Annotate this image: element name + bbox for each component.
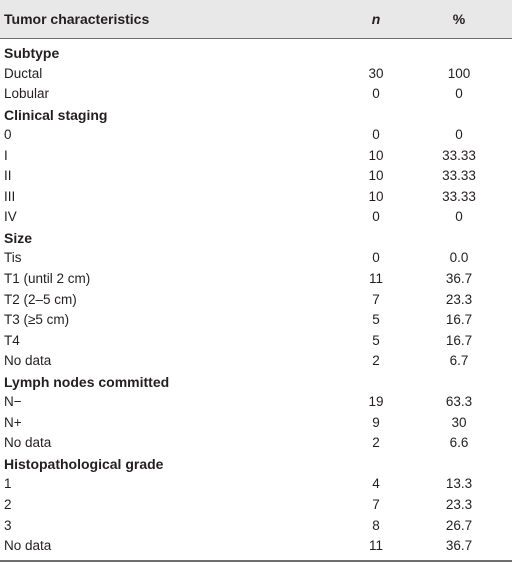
table-row xyxy=(0,392,512,413)
table-row xyxy=(0,187,512,208)
cell-percent: 26.7 xyxy=(445,517,473,533)
row-label: 2 xyxy=(4,497,12,513)
row-label: T1 (until 2 cm) xyxy=(4,271,91,287)
table-row xyxy=(0,84,512,105)
cell-n: 7 xyxy=(372,497,380,513)
cell-percent: 0 xyxy=(455,127,463,143)
cell-n: 19 xyxy=(368,394,384,410)
cell-n: 11 xyxy=(368,271,383,287)
section-label: Clinical staging xyxy=(4,106,108,123)
table-row xyxy=(0,433,512,454)
cell-n: 10 xyxy=(368,188,384,204)
row-label: 3 xyxy=(4,517,12,533)
cell-n: 0 xyxy=(372,250,380,266)
section-header-row xyxy=(0,372,512,393)
cell-percent: 16.7 xyxy=(445,312,473,328)
row-label: No data xyxy=(4,353,52,369)
cell-n: 9 xyxy=(372,414,380,430)
cell-percent: 30 xyxy=(451,414,467,430)
cell-percent: 100 xyxy=(447,65,471,81)
cell-percent: 6.7 xyxy=(449,353,469,369)
section-label: Subtype xyxy=(4,45,60,61)
section-header-row xyxy=(0,228,512,249)
table-row xyxy=(0,166,512,187)
section-label: Size xyxy=(4,229,33,246)
table-row xyxy=(0,495,512,516)
cell-n: 30 xyxy=(368,65,384,81)
table-row xyxy=(0,64,512,85)
cell-percent: 33.33 xyxy=(442,168,476,184)
table-row xyxy=(0,310,512,331)
row-label: 1 xyxy=(4,476,12,492)
table-row xyxy=(0,351,512,372)
cell-n: 11 xyxy=(368,538,383,554)
row-label: 0 xyxy=(4,127,12,143)
row-label: N− xyxy=(4,394,22,410)
cell-percent: 33.33 xyxy=(442,147,476,163)
table-row xyxy=(0,536,512,557)
section-label: Histopathological grade xyxy=(4,455,164,472)
cell-n: 5 xyxy=(372,332,380,348)
row-label: N+ xyxy=(4,414,22,430)
cell-percent: 33.33 xyxy=(442,188,476,204)
cell-percent: 23.3 xyxy=(445,291,473,307)
section-header-row xyxy=(0,43,512,64)
cell-n: 0 xyxy=(372,127,380,143)
cell-percent: 63.3 xyxy=(445,394,473,410)
cell-n: 8 xyxy=(372,517,380,533)
table-row xyxy=(0,413,512,434)
row-label: No data xyxy=(4,538,52,554)
row-label: I xyxy=(4,147,8,163)
cell-percent: 6.6 xyxy=(449,435,469,451)
row-label: II xyxy=(4,168,12,184)
cell-n: 10 xyxy=(368,168,384,184)
row-label: Lobular xyxy=(4,86,50,102)
section-header-row xyxy=(0,105,512,126)
table-header xyxy=(0,0,512,39)
cell-n: 5 xyxy=(372,312,380,328)
row-label: No data xyxy=(4,435,52,451)
table-row xyxy=(0,290,512,311)
row-label: T4 xyxy=(4,332,20,348)
table-row xyxy=(0,331,512,352)
cell-n: 7 xyxy=(372,291,380,307)
table-row xyxy=(0,516,512,537)
row-label: III xyxy=(4,188,16,204)
header-percent: % xyxy=(452,11,466,27)
row-label: IV xyxy=(4,209,17,225)
cell-percent: 16.7 xyxy=(445,332,473,348)
cell-n: 2 xyxy=(372,353,380,369)
table-row xyxy=(0,207,512,228)
cell-n: 0 xyxy=(372,209,380,225)
table-row xyxy=(0,125,512,146)
cell-percent: 0.0 xyxy=(449,250,469,266)
cell-percent: 23.3 xyxy=(445,497,473,513)
cell-percent: 36.7 xyxy=(445,538,473,554)
section-label: Lymph nodes committed xyxy=(4,373,170,390)
table-row xyxy=(0,269,512,290)
table-row xyxy=(0,248,512,269)
header-n: n xyxy=(371,11,381,27)
cell-n: 2 xyxy=(372,435,380,451)
cell-n: 0 xyxy=(372,86,380,102)
cell-percent: 0 xyxy=(455,209,463,225)
row-label: Ductal xyxy=(4,65,43,81)
section-header-row xyxy=(0,454,512,475)
table-body xyxy=(0,43,512,557)
row-label: Tis xyxy=(4,250,22,266)
cell-n: 10 xyxy=(368,147,384,163)
table-row xyxy=(0,146,512,167)
row-label: T3 (≥5 cm) xyxy=(4,312,70,328)
cell-n: 4 xyxy=(372,476,380,492)
table-row xyxy=(0,474,512,495)
header-tumor-characteristics: Tumor characteristics xyxy=(4,11,150,27)
cell-percent: 36.7 xyxy=(445,271,473,287)
cell-percent: 0 xyxy=(455,86,463,102)
table-bottom-rule xyxy=(0,560,512,562)
row-label: T2 (2–5 cm) xyxy=(4,291,77,307)
cell-percent: 13.3 xyxy=(445,476,473,492)
